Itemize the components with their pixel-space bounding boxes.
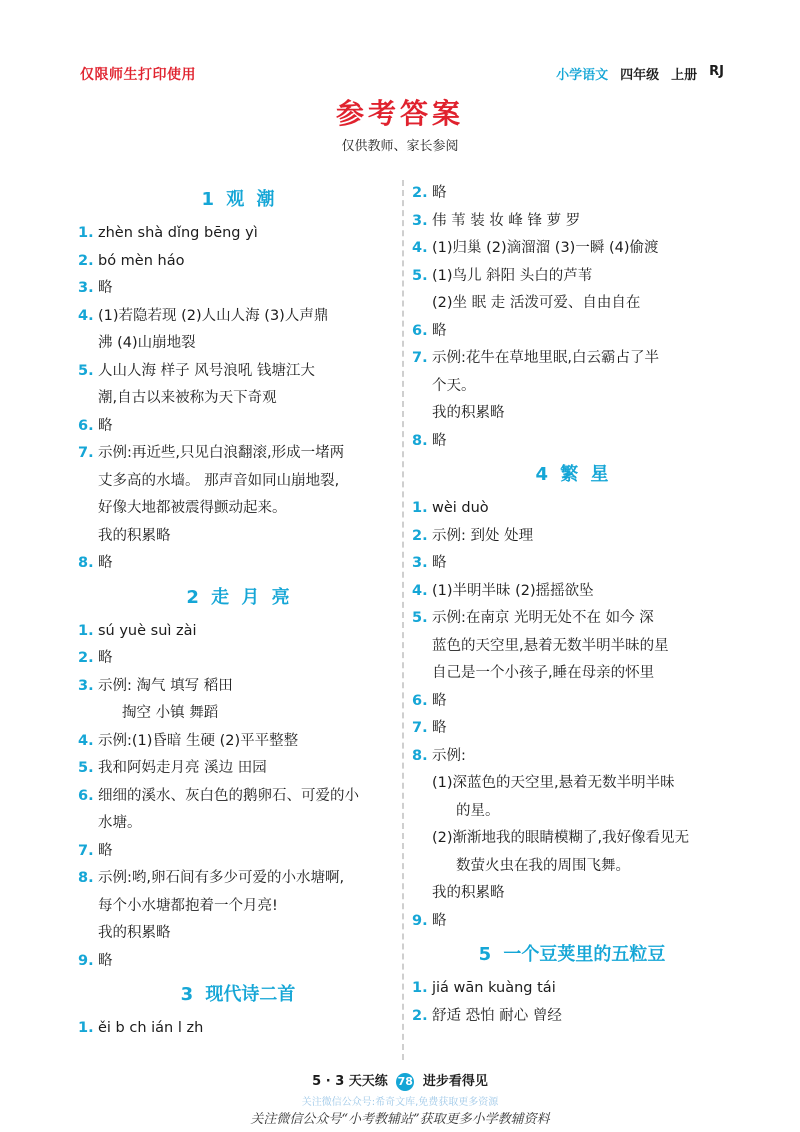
- answer-line: [78, 385, 398, 413]
- answer-line: [412, 290, 732, 318]
- question-number: 5.: [78, 362, 94, 379]
- page-subtitle: 仅供教师、家长参阅: [341, 139, 459, 154]
- answer-text: (1)归巢 (2)滴溜溜 (3)一瞬 (4)偷渡: [432, 240, 659, 256]
- answer-text: 略: [432, 912, 447, 929]
- answer-line: [412, 180, 732, 208]
- answer-text: 我的积累略: [98, 527, 171, 544]
- answer-text: 掏空 小镇 舞蹈: [122, 705, 219, 721]
- answer-text: 略: [432, 185, 447, 201]
- footer-brand-right: 进步看得见: [422, 1074, 488, 1089]
- watermark-small: 关注微信公众号:希奇文库,免费获取更多资源: [301, 1097, 499, 1108]
- answer-line: [78, 838, 398, 866]
- answer-line: [78, 330, 398, 358]
- answer-line: [412, 400, 732, 428]
- question-number: 7.: [412, 720, 428, 736]
- answer-line: [78, 468, 398, 496]
- answer-text: (1)深蓝色的天空里,悬着无数半明半昧: [432, 775, 675, 791]
- question-number: 8.: [412, 747, 428, 764]
- answer-text: sú yuè suì zài: [98, 622, 197, 639]
- answer-text: 沸 (4)山崩地裂: [98, 335, 196, 351]
- answer-text: 我的积累略: [432, 405, 505, 421]
- answer-text: 略: [98, 555, 113, 571]
- question-number: 8.: [78, 870, 94, 886]
- answer-line: [78, 645, 398, 673]
- answer-text: 伟 苇 装 妆 峰 锋 萝 罗: [432, 212, 581, 229]
- answer-text: 人山人海 样子 风号浪吼 钱塘江大: [98, 362, 315, 379]
- answer-text: bó mèn háo: [98, 252, 185, 269]
- answer-line: [78, 948, 398, 976]
- answer-text: 略: [98, 417, 113, 434]
- section-title: 2 走 月 亮: [186, 586, 290, 608]
- answer-line: [78, 728, 398, 756]
- answer-line: [412, 975, 732, 1003]
- answer-text: 自己是一个小孩子,睡在母亲的怀里: [432, 665, 655, 681]
- question-number: 1.: [78, 225, 94, 241]
- answer-line: [78, 783, 398, 811]
- question-number: 9.: [78, 952, 94, 969]
- question-number: 1.: [78, 622, 94, 639]
- answer-text: 个天。: [432, 377, 476, 394]
- question-number: 7.: [78, 445, 94, 461]
- answer-text: 蓝色的天空里,悬着无数半明半昧的星: [432, 637, 669, 654]
- answer-line: [78, 523, 398, 551]
- question-number: 4.: [78, 307, 94, 324]
- footer-brand: [0, 1070, 800, 1091]
- answer-line: [78, 810, 398, 838]
- print-notice: 仅限师生打印使用: [80, 67, 196, 83]
- book-info: [556, 64, 724, 83]
- answer-text: (2)坐 眠 走 活泼可爱、自由自在: [432, 295, 641, 311]
- answer-line: [412, 373, 732, 401]
- section-title: 1 观 潮: [201, 189, 275, 210]
- answer-line: [412, 633, 732, 661]
- answer-line: [78, 920, 398, 948]
- answer-line: [412, 550, 732, 578]
- answer-text: 每个小水塘都抱着一个月亮!: [98, 897, 278, 914]
- answer-text: 略: [98, 650, 113, 666]
- question-number: 8.: [412, 432, 428, 449]
- answer-text: 示例:(1)昏暗 生硬 (2)平平整整: [98, 732, 299, 749]
- answer-line: [412, 798, 732, 826]
- question-number: 1.: [412, 980, 428, 996]
- answer-text: 略: [432, 692, 447, 709]
- answer-line: [412, 1003, 732, 1031]
- answer-line: [412, 318, 732, 346]
- answer-text: 略: [432, 555, 447, 571]
- answer-text: 潮,自古以来被称为天下奇观: [98, 390, 277, 406]
- question-number: 4.: [78, 732, 94, 749]
- answer-text: 示例:再近些,只见白浪翻滚,形成一堵两: [98, 445, 345, 461]
- question-number: 5.: [78, 760, 94, 776]
- answer-line: [412, 688, 732, 716]
- question-number: 2.: [412, 185, 428, 201]
- answer-line: [78, 893, 398, 921]
- question-number: 2.: [78, 252, 94, 269]
- question-number: 2.: [412, 527, 428, 544]
- question-number: 3.: [78, 280, 94, 296]
- question-number: 1.: [78, 1020, 94, 1036]
- watermark-large: 关注微信公众号“小考教辅站”获取更多小学教辅资料: [250, 1112, 550, 1127]
- answer-text: 我和阿妈走月亮 溪边 田园: [98, 760, 267, 776]
- page-title: 参考答案: [335, 97, 464, 130]
- answer-line: [78, 440, 398, 468]
- answer-line: [412, 578, 732, 606]
- answer-line: [78, 220, 398, 248]
- answer-line: [78, 550, 398, 578]
- answer-text: 略: [98, 952, 113, 969]
- question-number: 1.: [412, 500, 428, 516]
- question-number: 6.: [78, 787, 94, 804]
- question-number: 2.: [78, 650, 94, 666]
- question-number: 9.: [412, 912, 428, 929]
- answer-line: [78, 248, 398, 276]
- answer-text: wèi duò: [432, 500, 489, 516]
- question-number: 7.: [78, 842, 94, 859]
- answer-line: [412, 770, 732, 798]
- answer-line: [78, 413, 398, 441]
- answer-text: 示例:: [432, 747, 466, 764]
- answer-text: 舒适 恐怕 耐心 曾经: [432, 1007, 562, 1024]
- answer-line: [412, 715, 732, 743]
- right-answer-column: [412, 180, 732, 1030]
- question-number: 7.: [412, 350, 428, 366]
- answer-text: 略: [432, 720, 447, 736]
- question-number: 6.: [412, 692, 428, 709]
- answer-line: [412, 495, 732, 523]
- answer-text: zhèn shà dǐng bēng yì: [98, 225, 258, 241]
- question-number: 3.: [78, 677, 94, 694]
- question-number: 3.: [412, 212, 428, 229]
- answer-line: [412, 853, 732, 881]
- answer-line: [412, 908, 732, 936]
- answer-text: 的星。: [456, 802, 500, 819]
- answer-text: 我的积累略: [98, 925, 171, 941]
- answer-text: 略: [432, 432, 447, 449]
- answer-line: [78, 755, 398, 783]
- question-number: 2.: [412, 1007, 428, 1024]
- edition-label: RJ: [709, 64, 724, 79]
- question-number: 6.: [78, 417, 94, 434]
- answer-text: 示例:在南京 光明无处不在 如今 深: [432, 610, 654, 626]
- answer-line: [412, 605, 732, 633]
- question-number: 4.: [412, 240, 428, 256]
- answer-line: [412, 825, 732, 853]
- answer-text: 示例:花牛在草地里眠,白云霸占了半: [432, 350, 659, 366]
- section-title: 4 繁 星: [535, 464, 609, 485]
- answer-text: (1)鸟儿 斜阳 头白的芦苇: [432, 267, 593, 284]
- answer-line: [412, 263, 732, 291]
- answer-text: (2)渐渐地我的眼睛模糊了,我好像看见无: [432, 830, 690, 846]
- answer-line: [412, 345, 732, 373]
- answer-line: [412, 523, 732, 551]
- answer-line: [78, 865, 398, 893]
- question-number: 3.: [412, 555, 428, 571]
- answer-line: [412, 660, 732, 688]
- answer-line: [78, 673, 398, 701]
- answer-line: [78, 700, 398, 728]
- answer-text: 略: [432, 322, 447, 339]
- page-number: 78: [396, 1073, 414, 1091]
- answer-text: 略: [98, 280, 113, 296]
- answer-line: [412, 208, 732, 236]
- answer-line: [412, 880, 732, 908]
- answer-text: jiá wān kuàng tái: [432, 980, 556, 996]
- answer-text: 略: [98, 842, 113, 859]
- answer-line: [78, 495, 398, 523]
- question-number: 8.: [78, 555, 94, 571]
- answer-text: ěi b ch ián l zh: [98, 1020, 204, 1036]
- left-answer-column: [78, 180, 398, 1043]
- answer-text: (1)若隐若现 (2)人山人海 (3)人声鼎: [98, 307, 329, 324]
- answer-text: 细细的溪水、灰白色的鹅卵石、可爱的小: [98, 787, 359, 804]
- question-number: 6.: [412, 322, 428, 339]
- answer-text: 水塘。: [98, 815, 142, 831]
- answer-text: 好像大地都被震得颤动起来。: [98, 500, 287, 516]
- answer-text: 数萤火虫在我的周围飞舞。: [456, 857, 630, 874]
- answer-line: [78, 618, 398, 646]
- subject-label: 小学语文: [556, 68, 609, 83]
- answer-line: [412, 235, 732, 263]
- column-divider: [402, 180, 404, 1060]
- volume-label: 上册: [671, 68, 698, 83]
- answer-text: (1)半明半昧 (2)摇摇欲坠: [432, 582, 594, 599]
- question-number: 5.: [412, 610, 428, 626]
- section-title: 5 一个豆荚里的五粒豆: [478, 944, 666, 965]
- grade-label: 四年级: [620, 68, 660, 83]
- section-title: 3 现代诗二首: [180, 984, 296, 1005]
- answer-line: [78, 358, 398, 386]
- answer-text: 示例: 到处 处理: [432, 527, 534, 544]
- answer-text: 示例:哟,卵石间有多少可爱的小水塘啊,: [98, 870, 345, 886]
- footer-brand-left: 5 · 3 天天练: [312, 1074, 388, 1089]
- answer-line: [412, 743, 732, 771]
- answer-text: 我的积累略: [432, 885, 505, 901]
- answer-line: [78, 275, 398, 303]
- answer-text: 示例: 淘气 填写 稻田: [98, 677, 233, 694]
- question-number: 5.: [412, 267, 428, 284]
- answer-line: [78, 1015, 398, 1043]
- answer-line: [78, 303, 398, 331]
- question-number: 4.: [412, 582, 428, 599]
- answer-line: [412, 428, 732, 456]
- answer-text: 丈多高的水墙。 那声音如同山崩地裂,: [98, 472, 340, 489]
